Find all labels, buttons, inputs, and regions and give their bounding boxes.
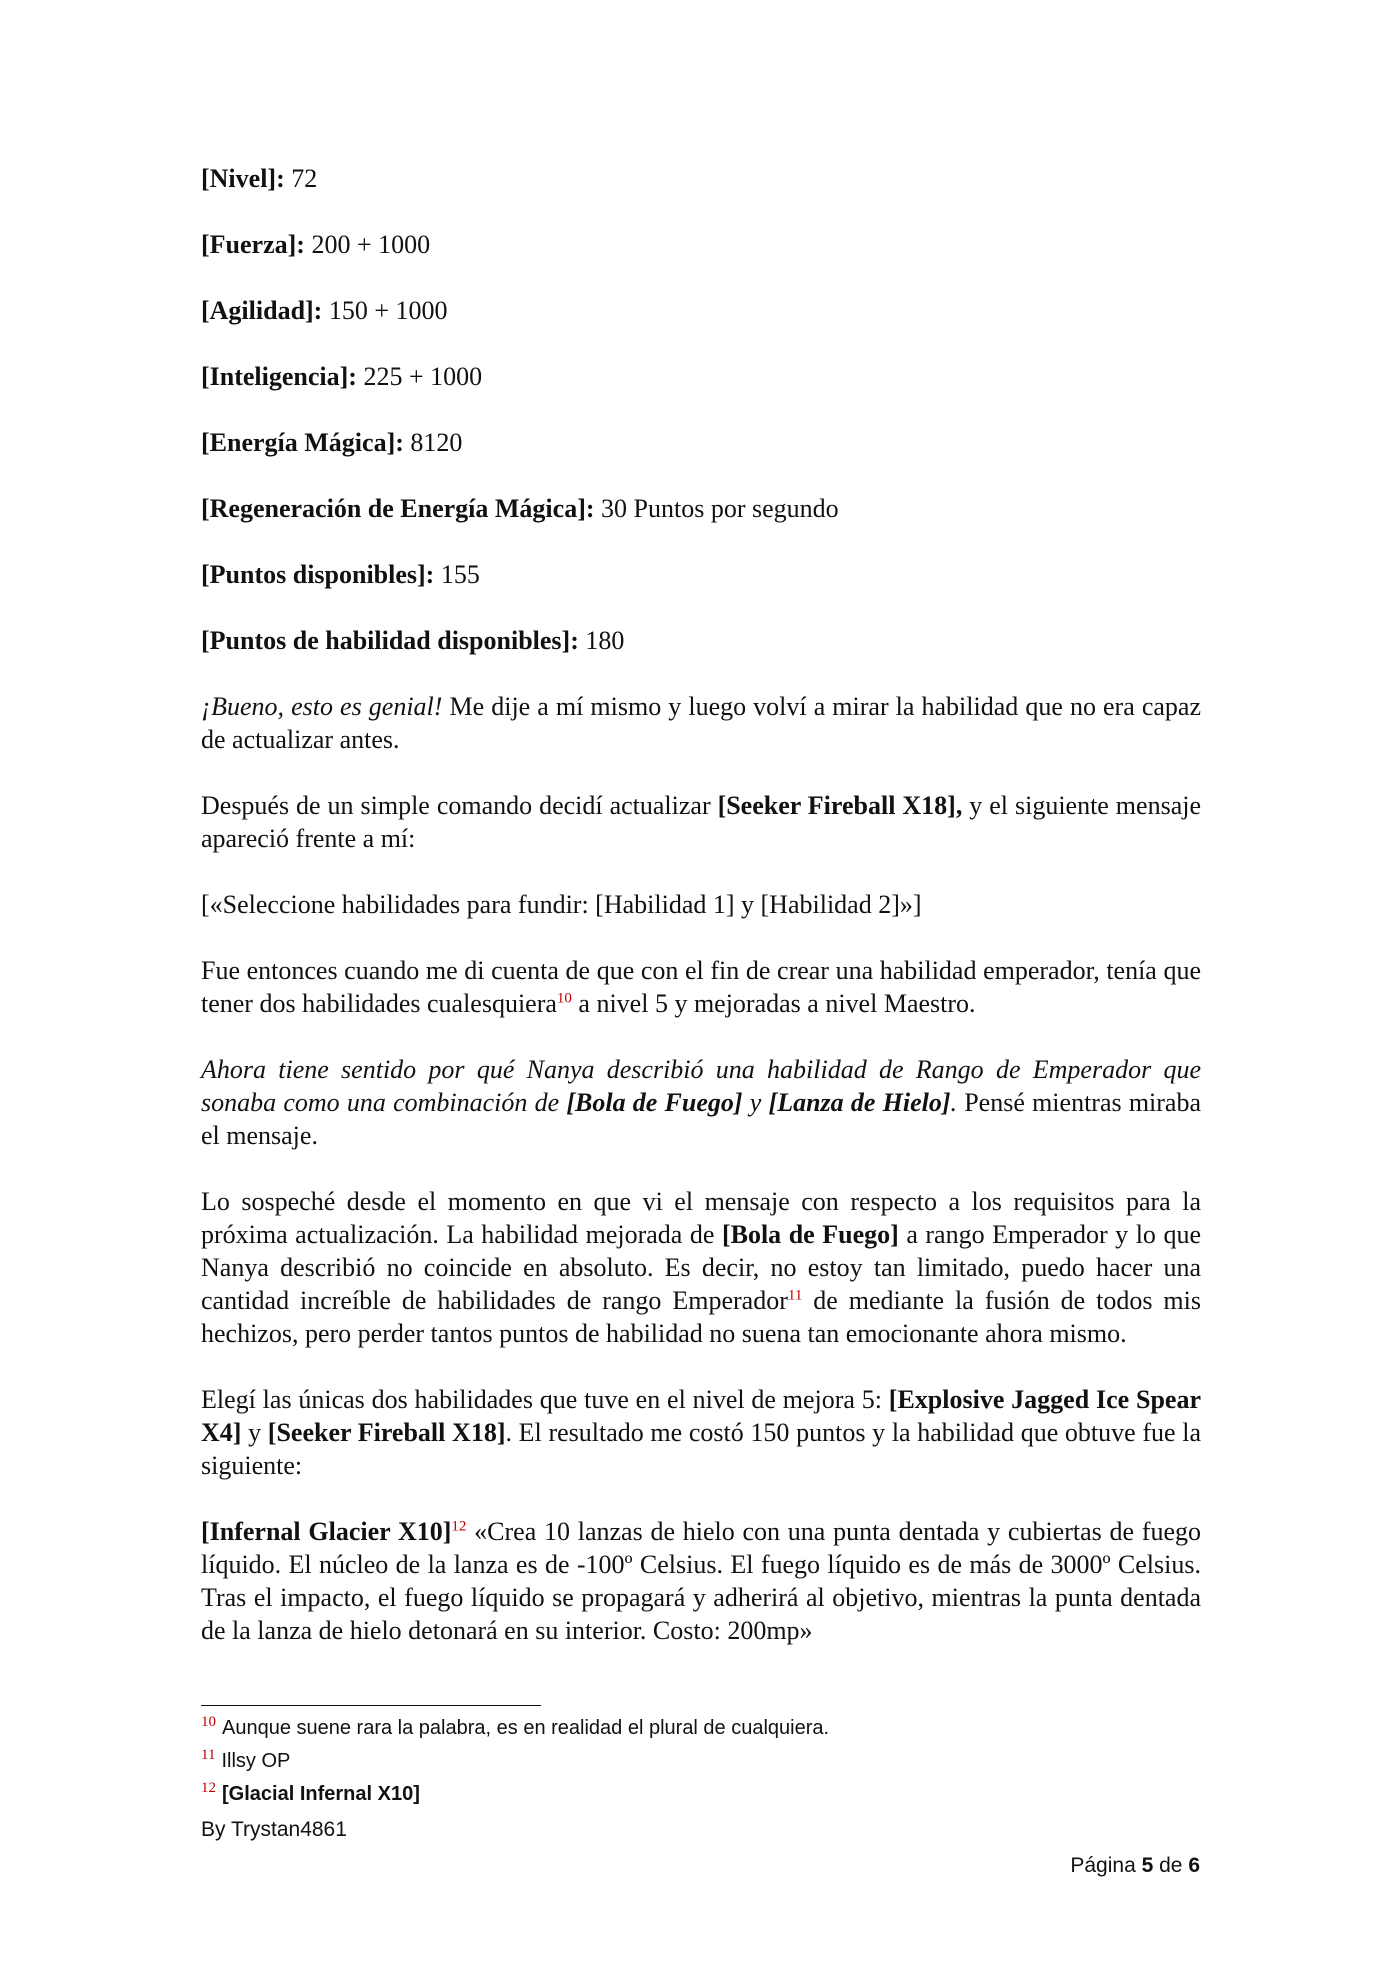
stat-agilidad: [201, 294, 1201, 327]
text: «Crea 10 lanzas de hielo con una punta dentada y cubiertas de fuego líquido. El núcleo de la lanza es de -100º Celsius. El fuego líquido es de más de 3000º Celsius. Tras el impacto, el fuego líquido se propagará y adherirá al objetivo, mientras la punta dentada de la lanza de hielo detonará en su interior. Costo: 200mp»: [201, 1517, 1201, 1645]
skill-name: [Explosive Jagged Ice Spear X4]: [201, 1385, 1201, 1447]
italic-text: y: [742, 1088, 769, 1117]
text: de mediante la fusión de todos mis hechizos, pero perder tantos puntos de habilidad no suena tan emocionante ahora mismo.: [201, 1286, 1201, 1348]
footnote-number: 10: [201, 1714, 216, 1731]
paragraph-6: [201, 1185, 1201, 1350]
page-number: [1070, 1854, 1200, 1878]
stat-label: [Puntos disponibles]:: [201, 560, 435, 589]
footnote-12: [201, 1778, 1201, 1811]
body-text: [201, 162, 1201, 1647]
italic-text: Ahora tiene sentido por qué Nanya describió una habilidad de Rango de Emperador que sonaba como una combinación de: [201, 1055, 1201, 1117]
stat-nivel: [201, 162, 1201, 195]
stat-value: 8120: [403, 428, 463, 457]
stat-label: [Nivel]:: [201, 164, 285, 193]
stat-value: 200 + 1000: [304, 230, 431, 259]
stat-fuerza: [201, 228, 1201, 261]
text: Fue entonces cuando me di cuenta de que con el fin de crear una habilidad emperador, tenía que tener dos habilidades cualesquiera: [201, 956, 1201, 1018]
text: Elegí las únicas dos habilidades que tuve en el nivel de mejora 5:: [201, 1385, 889, 1414]
text: a rango Emperador y lo que Nanya describió no coincide en absoluto. Es decir, no estoy tan limitado, puedo hacer una cantidad increíble de habilidades de rango Emperador: [201, 1220, 1201, 1315]
text: y el siguiente mensaje apareció frente a mí:: [201, 791, 1201, 853]
stat-regeneracion: [201, 492, 1201, 525]
stat-value: 155: [434, 560, 480, 589]
text: a nivel 5 y mejoradas a nivel Maestro.: [571, 989, 976, 1018]
stat-value: 225 + 1000: [356, 362, 483, 391]
stat-label: [Regeneración de Energía Mágica]:: [201, 494, 595, 523]
paragraph-3: [201, 888, 1201, 921]
skill-name: [Bola de Fuego]: [721, 1220, 899, 1249]
stat-puntos-habilidad: [201, 624, 1201, 657]
stat-label: [Fuerza]:: [201, 230, 305, 259]
paragraph-2: [201, 789, 1201, 855]
stat-value: 180: [578, 626, 625, 655]
skill-name: [Lanza de Hielo]: [768, 1088, 951, 1117]
text: Me dije a mí mismo y luego volví a mirar la habilidad que no era capaz de actualizar antes.: [201, 692, 1201, 754]
stat-value: 150 + 1000: [322, 296, 448, 325]
paragraph-8: [201, 1515, 1201, 1647]
paragraph-1: [201, 690, 1201, 756]
footnote-ref-10[interactable]: 10: [556, 990, 572, 1007]
paragraph-4: [201, 954, 1201, 1020]
text: y: [241, 1418, 268, 1447]
footnote-separator: [201, 1705, 541, 1706]
page-middle: de: [1153, 1854, 1189, 1877]
skill-name: [Seeker Fireball X18]: [267, 1418, 506, 1447]
skill-name: [Bola de Fuego]: [566, 1088, 743, 1117]
stat-label: [Agilidad]:: [201, 296, 323, 325]
italic-text: .: [950, 1088, 957, 1117]
paragraph-5: [201, 1053, 1201, 1152]
footnotes: [201, 1712, 1201, 1846]
footnote-10: [201, 1712, 1201, 1745]
stat-label: [Energía Mágica]:: [201, 428, 404, 457]
stat-puntos-disponibles: [201, 558, 1201, 591]
footnote-ref-12[interactable]: 12: [451, 1518, 467, 1535]
author-credit: By Trystan4861: [201, 1818, 347, 1841]
current-page: 5: [1141, 1854, 1154, 1877]
footnote-number: 11: [201, 1747, 216, 1764]
skill-name: [Infernal Glacier X10]: [201, 1517, 452, 1546]
skill-name: [Seeker Fireball X18],: [717, 791, 963, 820]
footnote-11: [201, 1745, 1201, 1778]
stat-label: [Puntos de habilidad disponibles]:: [201, 626, 579, 655]
system-message: [«Seleccione habilidades para fundir: [Habilidad 1] y [Habilidad 2]»]: [201, 890, 922, 919]
italic-text: ¡Bueno, esto es genial!: [201, 692, 443, 721]
stat-energia-magica: [201, 426, 1201, 459]
footnote-text: Aunque suene rara la palabra, es en realidad el plural de cualquiera.: [222, 1717, 830, 1739]
stat-value: 72: [284, 164, 318, 193]
stat-label: [Inteligencia]:: [201, 362, 357, 391]
footnote-text: [Glacial Infernal X10]: [222, 1783, 420, 1805]
text: Pensé mientras miraba el mensaje.: [201, 1088, 1202, 1150]
text: . El resultado me costó 150 puntos y la habilidad que obtuve fue la siguiente:: [201, 1418, 1201, 1480]
stat-value: 30 Puntos por segundo: [594, 494, 839, 523]
footnote-text: Illsy OP: [221, 1750, 291, 1772]
total-pages: 6: [1188, 1854, 1200, 1877]
footnote-number: 12: [201, 1780, 216, 1797]
stat-inteligencia: [201, 360, 1201, 393]
text: Después de un simple comando decidí actualizar: [201, 791, 718, 820]
footnote-ref-11[interactable]: 11: [787, 1287, 803, 1304]
text: Lo sospeché desde el momento en que vi el mensaje con respecto a los requisitos para la próxima actualización. La habilidad mejorada de: [201, 1187, 1201, 1249]
page-prefix: Página: [1070, 1854, 1142, 1877]
paragraph-7: [201, 1383, 1201, 1482]
